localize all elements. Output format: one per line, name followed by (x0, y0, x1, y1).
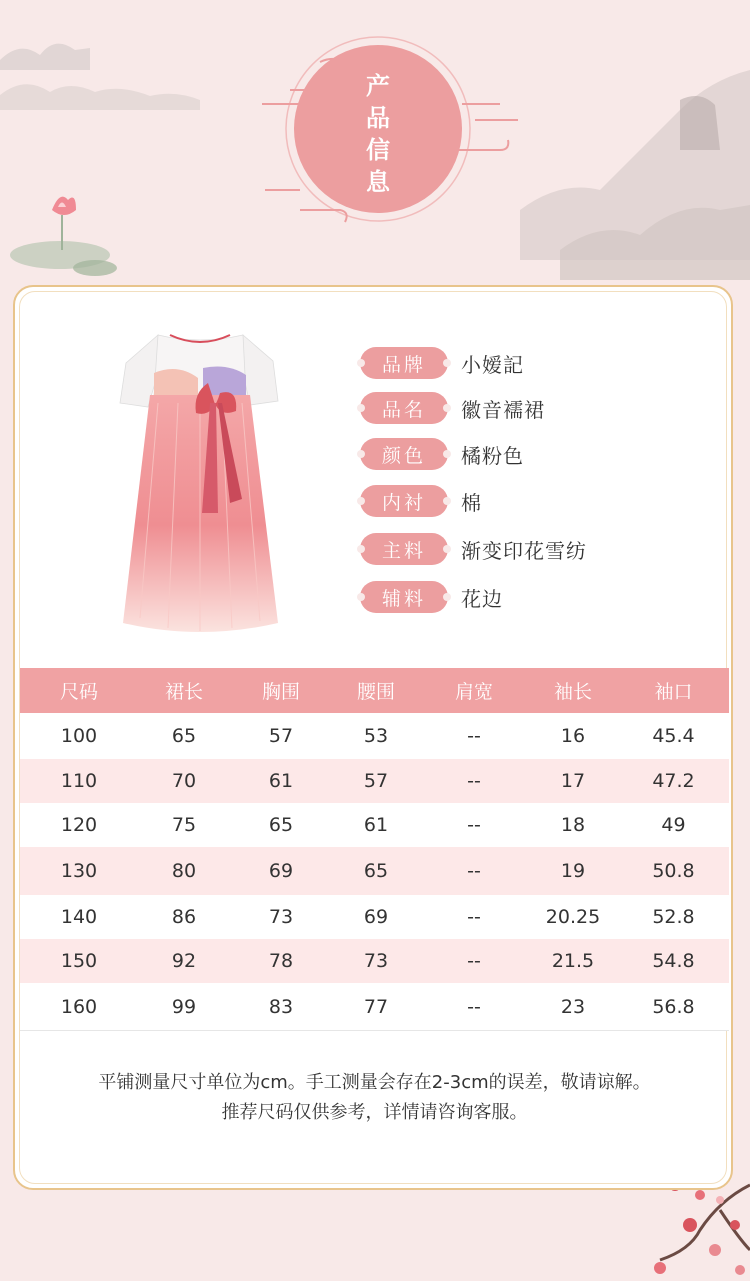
info-value: 棉 (461, 490, 482, 515)
table-cell: 65 (138, 713, 230, 759)
info-label: 颜色 (360, 438, 448, 470)
table-cell: 150 (20, 939, 138, 983)
table-row (20, 759, 729, 803)
table-cell: 56.8 (618, 983, 729, 1031)
table-cell: 86 (138, 895, 230, 939)
table-cell: 61 (332, 803, 420, 847)
table-cell: 23 (528, 983, 618, 1031)
table-cell: 54.8 (618, 939, 729, 983)
table-row (20, 803, 729, 847)
table-cell: -- (420, 983, 528, 1031)
table-cell: 57 (230, 713, 332, 759)
hanfu-dress-image (118, 323, 283, 638)
column-header: 袖口 (618, 668, 729, 713)
table-row (20, 847, 729, 895)
column-header: 袖长 (528, 668, 618, 713)
table-cell: -- (420, 939, 528, 983)
info-label: 品牌 (360, 347, 448, 379)
table-cell: -- (420, 759, 528, 803)
table-cell: -- (420, 803, 528, 847)
table-cell: 140 (20, 895, 138, 939)
info-value: 徽音襦裙 (461, 397, 545, 422)
info-row-lining (360, 484, 482, 518)
table-cell: 19 (528, 847, 618, 895)
info-value: 橘粉色 (461, 443, 524, 468)
table-row (20, 713, 729, 759)
table-cell: 69 (230, 847, 332, 895)
note-line: 推荐尺码仅供参考，详情请咨询客服。 (221, 1102, 528, 1123)
page-title-char: 产 (366, 72, 390, 100)
column-header: 肩宽 (420, 668, 528, 713)
column-header: 胸围 (230, 668, 332, 713)
info-label: 主料 (360, 533, 448, 565)
page-title-char: 息 (366, 168, 390, 196)
table-cell: 99 (138, 983, 230, 1031)
table-cell: 130 (20, 847, 138, 895)
table-cell: -- (420, 895, 528, 939)
table-cell: 49 (618, 803, 729, 847)
size-table (20, 668, 729, 1031)
table-cell: 92 (138, 939, 230, 983)
table-cell: 160 (20, 983, 138, 1031)
plum-blossom-icon (654, 1179, 750, 1275)
info-row-trim (360, 580, 503, 614)
table-cell: 77 (332, 983, 420, 1031)
table-cell: -- (420, 847, 528, 895)
table-cell: 65 (230, 803, 332, 847)
info-value: 花边 (461, 586, 503, 611)
table-cell: 65 (332, 847, 420, 895)
table-cell: 73 (230, 895, 332, 939)
table-cell: 78 (230, 939, 332, 983)
table-cell: 70 (138, 759, 230, 803)
lotus-icon (10, 197, 117, 276)
column-header: 尺码 (20, 668, 138, 713)
table-cell: 80 (138, 847, 230, 895)
info-label: 品名 (360, 392, 448, 424)
info-row-main-material (360, 532, 587, 566)
table-cell: 69 (332, 895, 420, 939)
measurement-note (20, 1068, 729, 1128)
table-row (20, 895, 729, 939)
page-title-char: 品 (366, 104, 390, 132)
table-cell: 16 (528, 713, 618, 759)
table-row (20, 939, 729, 983)
table-cell: 73 (332, 939, 420, 983)
table-cell: 61 (230, 759, 332, 803)
info-row-color (360, 437, 524, 471)
table-cell: 20.25 (528, 895, 618, 939)
table-cell: 120 (20, 803, 138, 847)
table-cell: 18 (528, 803, 618, 847)
table-header-row (20, 668, 729, 713)
table-cell: 100 (20, 713, 138, 759)
table-cell: 17 (528, 759, 618, 803)
table-cell: 52.8 (618, 895, 729, 939)
info-value: 小嫒記 (461, 352, 524, 377)
table-cell: 50.8 (618, 847, 729, 895)
table-cell: 21.5 (528, 939, 618, 983)
info-label: 辅料 (360, 581, 448, 613)
right-mountains-icon (520, 70, 750, 280)
page-title (362, 70, 394, 198)
column-header: 腰围 (332, 668, 420, 713)
table-cell: 57 (332, 759, 420, 803)
table-cell: 53 (332, 713, 420, 759)
column-header: 裙长 (138, 668, 230, 713)
info-row-brand (360, 346, 524, 380)
left-mountains-icon (0, 44, 200, 110)
note-line: 平铺测量尺寸单位为cm。手工测量会存在2-3cm的误差，敬请谅解。 (98, 1072, 651, 1093)
table-cell: 47.2 (618, 759, 729, 803)
info-value: 渐变印花雪纺 (461, 538, 587, 563)
table-cell: 75 (138, 803, 230, 847)
table-cell: 45.4 (618, 713, 729, 759)
info-label: 内衬 (360, 485, 448, 517)
table-cell: 110 (20, 759, 138, 803)
info-row-name (360, 391, 545, 425)
table-row (20, 983, 729, 1031)
table-cell: 83 (230, 983, 332, 1031)
page-title-char: 信 (366, 136, 390, 164)
table-cell: -- (420, 713, 528, 759)
